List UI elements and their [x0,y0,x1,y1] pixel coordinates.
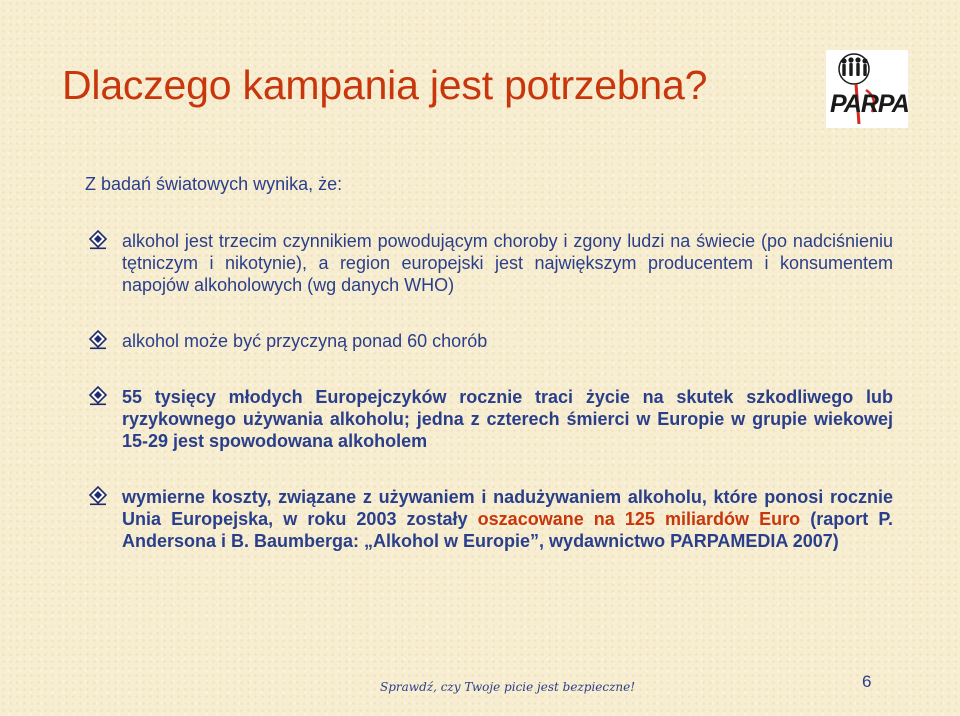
bullet-item [87,386,893,452]
page-number: 6 [862,672,872,691]
diamond-bullet-icon [87,486,109,506]
bullet-item [87,486,893,552]
slide-title: Dlaczego kampania jest potrzebna? [62,62,708,108]
bullet-item [87,230,893,296]
bullet-text: wymierne koszty, związane z używaniem i nadużywaniem alkoholu, które ponosi rocznie Unia Europejska, w roku 2003 zostały [122,487,893,529]
bullet-text: alkohol jest trzecim czynnikiem powodującym choroby i zgony ludzi na świecie (po nadciśnieniu tętniczym i nikotynie), a region europejski jest największym producentem i konsumentem napojów alkoholowych (wg danych WHO) [122,231,893,295]
diamond-bullet-icon [87,386,109,406]
bullet-text: (raport P. Andersona i B. Baumberga: „Alkohol w Europie”, wydawnictwo PARPAMEDIA 2007) [122,509,894,551]
parpa-logo-icon [826,50,908,128]
bullet-text-highlight: oszacowane na 125 miliardów Euro [477,509,801,529]
intro-text: Z badań światowych wynika, że: [85,174,343,194]
bullet-text: alkohol może być przyczyną ponad 60 chorób [122,331,488,351]
diamond-bullet-icon [87,230,109,250]
bullet-text: 55 tysięcy młodych Europejczyków rocznie traci życie na skutek szkodliwego lub ryzykownego używania alkoholu; jedna z czterech śmierci w Europie w grupie wiekowej 15-29 jest spowodowana alkoholem [122,387,893,451]
diamond-bullet-icon [87,330,109,350]
bullet-list [87,230,893,552]
bullet-item [87,330,893,352]
footer-slogan: Sprawdź, czy Twoje picie jest bezpieczne! [380,680,636,694]
logo-text: PARPA [830,90,908,118]
